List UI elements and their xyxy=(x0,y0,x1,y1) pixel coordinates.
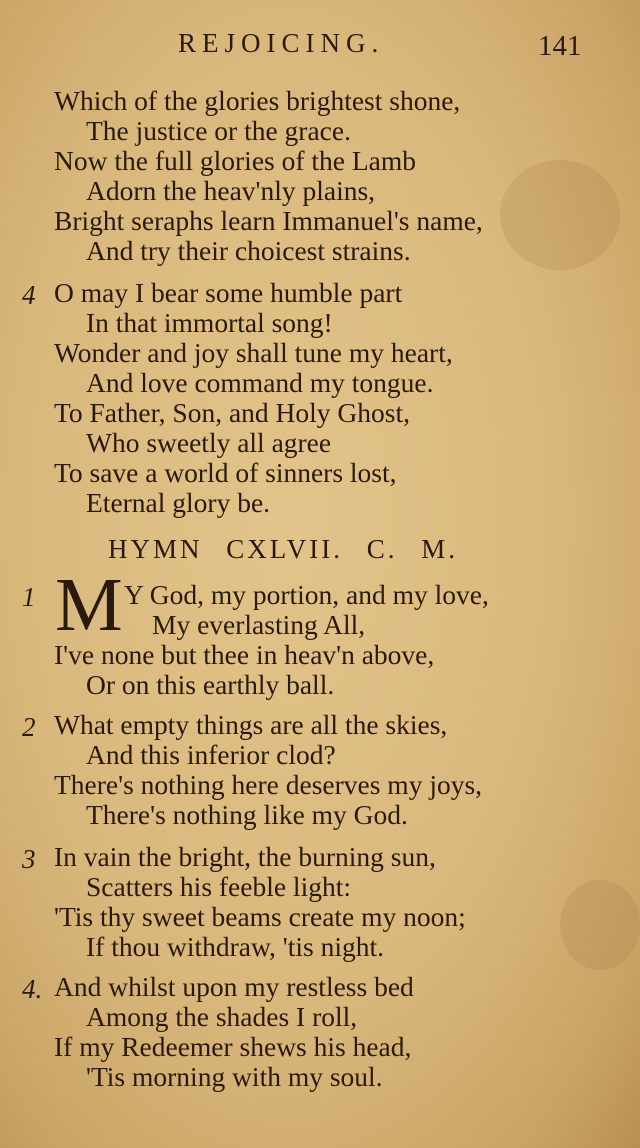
verse-line: And love command my tongue. xyxy=(86,367,434,398)
verse-line: O may I bear some humble part xyxy=(54,277,403,308)
hymn-heading: HYMN CXLVII. C. M. xyxy=(108,534,459,564)
verse-line: And this inferior clod? xyxy=(86,739,336,770)
verse-line: The justice or the grace. xyxy=(86,115,351,146)
verse-line: Adorn the heav'nly plains, xyxy=(86,175,376,206)
running-head-title: REJOICING. xyxy=(178,28,385,58)
verse-line: What empty things are all the skies, xyxy=(54,709,448,740)
verse-line: Eternal glory be. xyxy=(86,487,271,518)
verse-line: Or on this earthly ball. xyxy=(86,669,335,700)
paper-stain xyxy=(560,880,640,970)
verse-line: If thou withdraw, 'tis night. xyxy=(86,931,385,962)
verse-line: In that immortal song! xyxy=(86,307,333,338)
paper-stain xyxy=(500,160,620,270)
page-number: 141 xyxy=(538,30,582,62)
verse-line: And try their choicest strains. xyxy=(86,235,411,266)
verse-line: There's nothing here deserves my joys, xyxy=(54,769,483,800)
verse-line: 'Tis morning with my soul. xyxy=(86,1061,383,1092)
verse-line: My everlasting All, xyxy=(152,609,366,640)
verse-line: And whilst upon my restless bed xyxy=(54,971,414,1002)
stanza-number: 2 xyxy=(22,712,36,742)
drop-capital: M xyxy=(55,563,123,647)
verse-line: Who sweetly all agree xyxy=(86,427,332,458)
verse-line: Wonder and joy shall tune my heart, xyxy=(54,337,453,368)
verse-line: To Father, Son, and Holy Ghost, xyxy=(54,397,410,428)
stanza-number: 4 xyxy=(22,280,36,310)
verse-line: There's nothing like my God. xyxy=(86,799,408,830)
verse-line: Now the full glories of the Lamb xyxy=(54,145,416,176)
verse-line: In vain the bright, the burning sun, xyxy=(54,841,436,872)
verse-line: Bright seraphs learn Immanuel's name, xyxy=(54,205,483,236)
stanza-number: 4. xyxy=(22,974,43,1004)
verse-line: Among the shades I roll, xyxy=(86,1001,358,1032)
stanza-number: 1 xyxy=(22,582,36,612)
verse-line: 'Tis thy sweet beams create my noon; xyxy=(54,901,466,932)
stanza-number: 3 xyxy=(22,844,36,874)
verse-line: If my Redeemer shews his head, xyxy=(54,1031,412,1062)
verse-line: Scatters his feeble light: xyxy=(86,871,351,902)
verse-line: I've none but thee in heav'n above, xyxy=(54,639,435,670)
verse-line: Which of the glories brightest shone, xyxy=(54,85,461,116)
verse-line: Y God, my portion, and my love, xyxy=(124,579,489,610)
verse-line: To save a world of sinners lost, xyxy=(54,457,397,488)
